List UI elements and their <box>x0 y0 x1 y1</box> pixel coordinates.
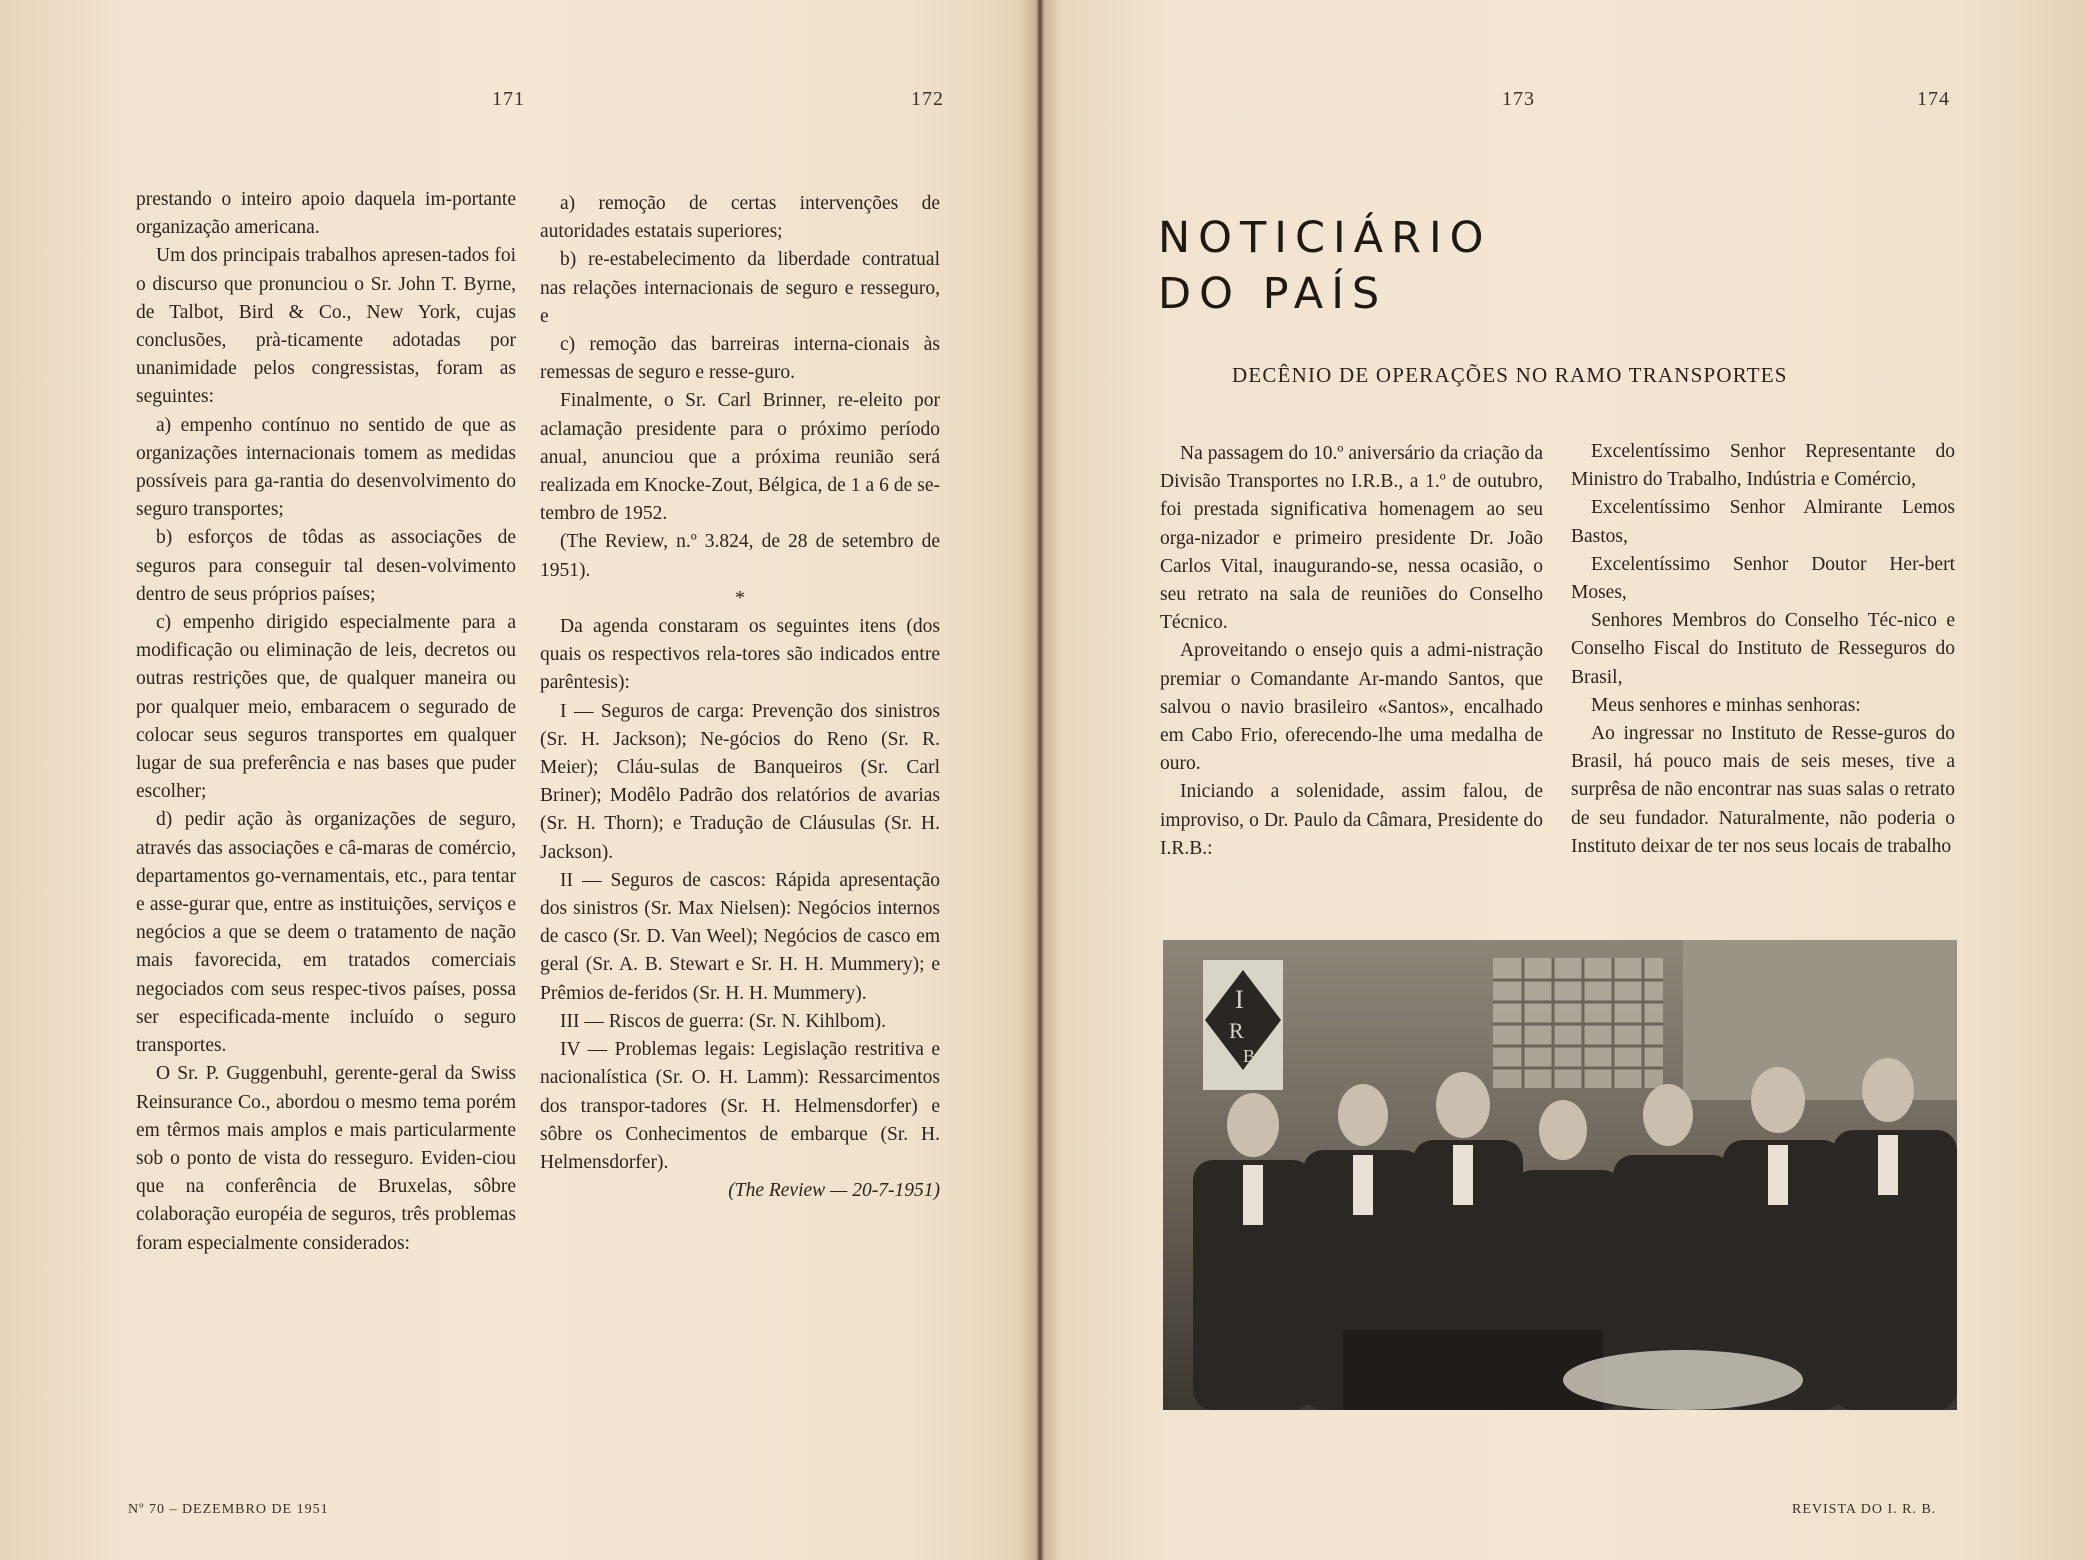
paragraph: Excelentíssimo Senhor Representante do Ministro do Trabalho, Indústria e Comércio, <box>1571 441 1955 491</box>
paragraph: d) pedir ação às organizações de seguro, através das associações e câ-maras de comércio, departamentos go-vernamentais, etc., para tentar e asse-gurar que, entre as instituições, serviços e negócios a que se deem o tratamento de nação mais favorecida, em tratados comerciais negociados com seus respec-tivos países, possa ser especificada-mente incluído o seguro transportes. <box>136 809 516 1057</box>
banner-letter-b: B <box>1243 1046 1256 1066</box>
banner-letter-i: I <box>1235 985 1244 1014</box>
separator-star: * <box>735 587 745 609</box>
page-number-174: 174 <box>1917 88 1950 110</box>
section-title-line-1: NOTICIÁRIO <box>1158 213 1492 263</box>
paragraph: a) remoção de certas intervenções de autoridades estatais superiores; <box>540 193 940 243</box>
page-number-171: 171 <box>492 88 525 110</box>
paragraph: O Sr. P. Guggenbuhl, gerente-geral da Swiss Reinsurance Co., abordou o mesmo tema porém em têrmos mais amplos e mais particularmente sob o ponto de vista do resseguro. Eviden-ciou que na conferência de Bruxelas, sôbre colaboração européia de seguros, três problemas foram especialmente considerados: <box>136 1063 516 1254</box>
column-page-171 <box>136 186 516 1258</box>
paragraph: Excelentíssimo Senhor Doutor Her-bert Moses, <box>1571 553 1955 604</box>
paragraph: Aproveitando o ensejo quis a admi-nistração premiar o Comandante Ar-mando Santos, que salvou o navio brasileiro «Santos», encalhado em Cabo Frio, oferecendo-lhe uma medalha de ouro. <box>1160 640 1543 775</box>
paragraph: III — Riscos de guerra: (Sr. N. Kihlbom). <box>560 1010 887 1032</box>
column-page-172 <box>540 190 940 1205</box>
paragraph: Um dos principais trabalhos apresen-tados foi o discurso que pronunciou o Sr. John T. Byrne, de Talbot, Bird & Co., New York, cujas conclusões, prà-ticamente adotadas por unanimidade pelos congressistas, foram as seguintes: <box>136 245 516 408</box>
paragraph: II — Seguros de cascos: Rápida apresentação dos sinistros (Sr. Max Nielsen): Negócios internos de casco (Sr. D. Van Weel); Negócios de casco em geral (Sr. A. B. Stewart e Sr. H. H. Mummery); e Prêmios de-feridos (Sr. H. H. Mummery). <box>540 869 940 1004</box>
paragraph: Da agenda constaram os seguintes itens (dos quais os respectivos rela-tores são indicados entre parêntesis): <box>540 616 940 694</box>
paragraph: b) re-estabelecimento da liberdade contratual nas relações internacionais de seguro e resseguro, e <box>540 249 940 327</box>
paragraph: Excelentíssimo Senhor Almirante Lemos Bastos, <box>1571 497 1955 547</box>
paragraph: Meus senhores e minhas senhoras: <box>1591 694 1861 716</box>
column-page-173 <box>1160 440 1543 863</box>
page-number-173: 173 <box>1502 88 1535 110</box>
paragraph: b) esforços de tôdas as associações de seguros para conseguir tal desen-volvimento dentro de seus próprios países; <box>136 527 516 605</box>
article-heading: DECÊNIO DE OPERAÇÕES NO RAMO TRANSPORTES <box>1232 363 1788 387</box>
banner-letter-r: R <box>1229 1018 1244 1043</box>
page-number-172: 172 <box>911 88 944 110</box>
paragraph: a) empenho contínuo no sentido de que as organizações internacionais tomem as medidas possíveis para ga-rantia do desenvolvimento do seguro transportes; <box>136 414 516 521</box>
paragraph: prestando o inteiro apoio daquela im-portante organização americana. <box>136 189 516 239</box>
paragraph: Senhores Membros do Conselho Téc-nico e Conselho Fiscal do Instituto de Resseguros do Brasil, <box>1571 610 1955 688</box>
book-gutter <box>1018 0 1062 1560</box>
paragraph: IV — Problemas legais: Legislação restritiva e nacionalística (Sr. O. H. Lamm): Ressarcimentos dos transpor-tadores (Sr. H. Helmensdorfer) e sôbre os Conhecimentos de embarque (Sr. H. Helmensdorfer). <box>540 1039 940 1173</box>
section-title-line-2: DO PAÍS <box>1158 269 1388 319</box>
column-page-174 <box>1571 438 1955 861</box>
paragraph: Ao ingressar no Instituto de Resse-guros do Brasil, há pouco mais de seis meses, tive a surprêsa de não encontrar nas suas salas o retrato de seu fundador. Naturalmente, não poderia o Instituto deixar de ter nos seus locais de trabalho <box>1571 723 1955 857</box>
footer-journal: REVISTA DO I. R. B. <box>1792 1502 1937 1517</box>
footer-issue: Nº 70 – DEZEMBRO DE 1951 <box>128 1502 329 1517</box>
citation: (The Review, n.º 3.824, de 28 de setembro de 1951). <box>540 531 940 581</box>
paragraph: Finalmente, o Sr. Carl Brinner, re-eleito por aclamação presidente para o próximo período anual, anunciou que a próxima reunião será realizada em Knocke-Zout, Bélgica, de 1 a 6 de se-tembro de 1952. <box>540 390 940 525</box>
paragraph: Iniciando a solenidade, assim falou, de improviso, o Dr. Paulo da Câmara, Presidente do I.R.B.: <box>1160 781 1543 859</box>
ceremony-photograph <box>1163 940 1957 1410</box>
paragraph: Na passagem do 10.º aniversário da criação da Divisão Transportes no I.R.B., a 1.º de outubro, foi prestada significativa homenagem ao seu orga-nizador e primeiro presidente Dr. João Carlos Vital, inaugurando-se, nessa ocasião, o seu retrato na sala de reuniões do Conselho Técnico. <box>1160 443 1543 634</box>
paragraph: I — Seguros de carga: Prevenção dos sinistros (Sr. H. Jackson); Ne-gócios do Reno (Sr. R. Meier); Cláu-sulas de Banqueiros (Sr. Carl Briner); Modêlo Padrão dos relatórios de avarias (Sr. H. Thorn); e Tradução de Cláusulas (Sr. H. Jackson). <box>540 700 940 863</box>
paragraph: c) remoção das barreiras interna-cionais às remessas de seguro e resse-guro. <box>540 334 940 384</box>
citation: (The Review — 20-7-1951) <box>728 1180 940 1202</box>
section-title <box>1158 210 1492 322</box>
paragraph: c) empenho dirigido especialmente para a modificação ou eliminação de leis, decretos ou outras restrições que, de qualquer maneira ou por qualquer meio, embaracem o segurado de colocar seus seguros transportes em qualquer lugar de sua preferência e nas bases que puder escolher; <box>136 612 516 803</box>
